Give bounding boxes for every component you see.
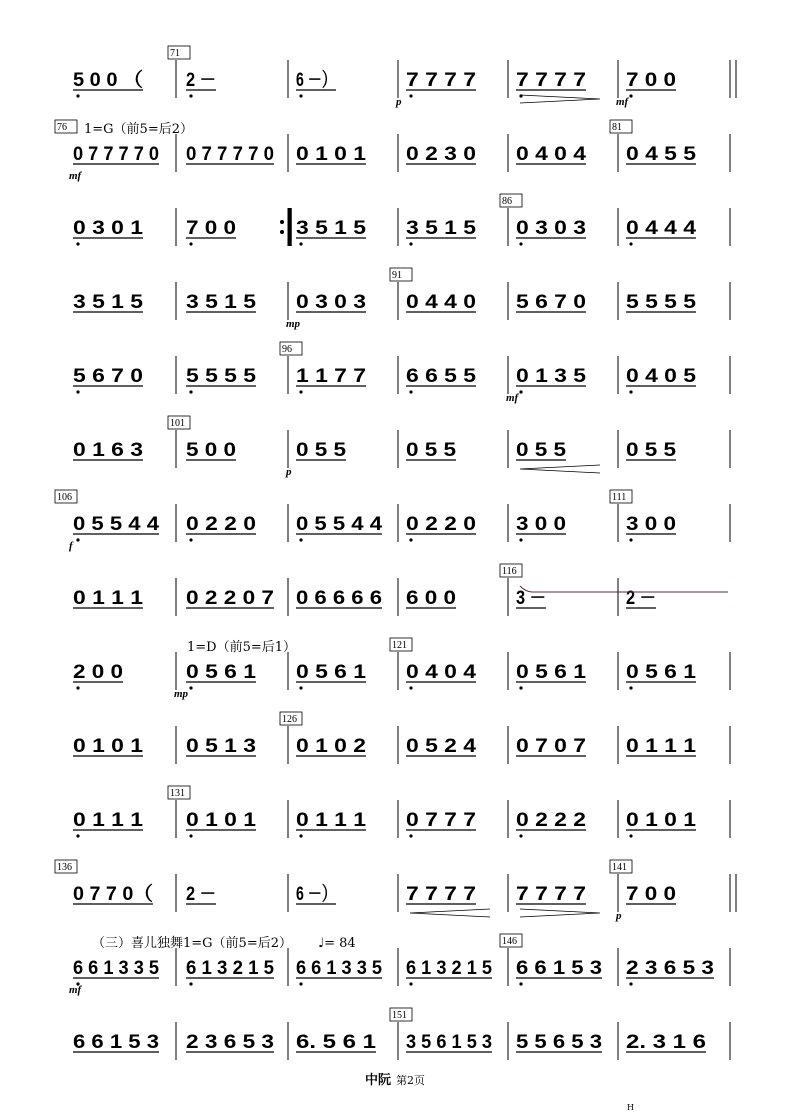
octave-dot [409,834,412,837]
bar-notes: 2 － [186,884,216,905]
bar-notes: 0 4 0 5 [626,366,697,387]
measure-number: 116 [502,566,517,577]
bar-notes: 0 4 0 4 [516,144,587,165]
bar-notes: 0 2 2 0 [186,514,256,535]
bar-notes: 0 4 4 0 [406,292,476,313]
measure-number: 136 [57,862,72,873]
bar-notes: 3 － [516,588,546,609]
bar-notes: 3 0 0 [626,514,676,535]
bar-notes: 7 7 7 7 [516,70,586,91]
section-title: （三）喜儿独舞1=G（前5=后2） [92,936,292,951]
bar-notes: 6 6 5 5 [406,366,477,387]
bar-notes: 2 － [626,588,656,609]
octave-dot [519,538,522,541]
bar-notes: 6 6 1 3 3 5 [296,958,383,979]
instrument-name: 中阮 [364,1073,391,1088]
bar-notes: 2 3 6 5 3 [626,958,714,979]
bar-notes: 0 1 1 1 [73,810,144,831]
measure-number: 101 [170,418,185,429]
measure-number: 81 [612,122,622,133]
page-number: 第2页 [396,1074,426,1087]
octave-dot [189,538,192,541]
dynamic-mark: mf [616,96,629,108]
octave-dot [189,94,192,97]
bar-notes: 0 4 0 4 [406,662,477,683]
bar-notes: 0 5 5 [626,440,677,461]
octave-dot [299,686,302,689]
bar-notes: 6. 5 6 1 [296,1032,377,1053]
bar-notes: 0 2 2 0 7 [186,588,274,609]
bar-notes: 0 1 6 3 [73,440,143,461]
octave-dot [629,686,632,689]
measure-number: 86 [502,196,512,207]
dynamic-mark: mp [174,688,189,700]
octave-dot [519,834,522,837]
bar-notes: 0 1 1 1 [296,810,367,831]
bar-notes: 0 1 0 2 [296,736,366,757]
measure-number: 131 [170,788,185,799]
bar-notes: 0 5 5 [296,440,347,461]
bar-notes: 5 5 5 5 [186,366,257,387]
bar-notes: 6 －） [296,884,350,905]
octave-dot [409,390,412,393]
dynamic-mark: mf [69,984,82,996]
octave-dot [629,834,632,837]
measure-number: 141 [612,862,627,873]
bar-notes: 3 5 1 5 [73,292,144,313]
bar-notes: 7 7 7 7 [406,884,476,905]
bar-notes: 7 0 0 [626,70,676,91]
bar-notes: 3 5 1 5 [406,218,477,239]
bar-notes: 0 5 5 [516,440,567,461]
octave-dot [189,834,192,837]
bar-notes: 0 5 6 1 [296,662,367,683]
bar-notes: 0 5 5 4 4 [73,514,160,535]
bar-notes: 5 6 7 0 [73,366,143,387]
bar-notes: 0 4 4 4 [626,218,697,239]
bar-notes: 0 2 2 2 [516,810,586,831]
octave-dot [76,834,79,837]
footer [0,1069,790,1088]
measure-number: 151 [392,1010,407,1021]
bar-notes: 0 7 7 7 [406,810,476,831]
octave-dot [519,242,522,245]
measure-number: 71 [170,48,180,59]
bar-notes: 0 7 7 7 7 0 [186,144,274,165]
octave-dot [409,242,412,245]
bar-notes: 7 7 7 7 [516,884,586,905]
octave-dot [629,982,632,985]
dynamic-mark: p [286,466,292,478]
bar-notes: 0 7 0 7 [516,736,586,757]
bar-notes: 6 6 1 3 3 5 [73,958,160,979]
octave-dot [409,686,412,689]
dynamic-mark: p [396,96,402,108]
bar-notes: 5 0 0 [186,440,236,461]
octave-dot [629,94,632,97]
octave-dot [189,242,192,245]
bar-notes: 3 5 1 5 [296,218,367,239]
bar-notes: 0 1 0 1 [296,144,367,165]
bar-notes: 7 0 0 [626,884,676,905]
octave-dot [409,982,412,985]
bar-notes: 6 1 3 2 1 5 [406,958,493,979]
octave-dot [76,390,79,393]
octave-dot [76,686,79,689]
bar-notes: 2. 3 1 6 [626,1032,706,1053]
bar-notes: 6 1 3 2 1 5 [186,958,275,979]
bar-notes: 0 2 2 0 [406,514,476,535]
measure-number: 126 [282,714,297,725]
corner-mark: H [627,1103,634,1112]
bar-notes: 0 5 5 [406,440,457,461]
bar-notes: 3 5 1 5 [186,292,257,313]
repeat-dot [280,220,284,224]
key-change: 1=D（前5=后1） [187,640,297,655]
bar-notes: 0 5 6 1 [516,662,587,683]
bar-notes: 6 －） [296,70,350,91]
bar-notes: 0 4 5 5 [626,144,697,165]
bar-notes: 0 7 7 7 7 0 [73,144,159,165]
octave-dot [299,94,302,97]
bar-notes: 6 6 1 5 3 [516,958,602,979]
bar-notes: 0 1 0 1 [186,810,257,831]
octave-dot [76,242,79,245]
repeat-dot [280,230,284,234]
bar-notes: 3 0 0 [516,514,566,535]
octave-dot [76,94,79,97]
bar-notes: 1 1 7 7 [296,366,366,387]
octave-dot [76,538,79,541]
octave-dot [519,686,522,689]
dynamic-mark: mf [69,170,82,182]
measure-number: 106 [57,492,72,503]
octave-dot [299,982,302,985]
bar-notes: 6 6 1 5 3 [73,1032,159,1053]
bar-notes: 0 3 0 3 [516,218,586,239]
measure-number: 121 [392,640,407,651]
bar-notes: 0 1 0 1 [73,736,144,757]
measure-number: 146 [502,936,517,947]
octave-dot [519,982,522,985]
bar-notes: 0 5 2 4 [406,736,477,757]
octave-dot [189,686,192,689]
bar-notes: 2 3 6 5 3 [186,1032,274,1053]
bar-notes: 0 5 6 1 [626,662,697,683]
octave-dot [299,538,302,541]
tie-arc [520,586,728,592]
bar-notes: 7 7 7 7 [406,70,476,91]
octave-dot [629,242,632,245]
bar-notes: 0 1 0 1 [626,810,697,831]
bar-notes: 7 0 0 [186,218,236,239]
octave-dot [299,390,302,393]
dynamic-mark: p [616,910,622,922]
octave-dot [409,94,412,97]
dynamic-mark: mf [506,392,519,404]
bar-notes: 0 3 0 1 [73,218,144,239]
bar-notes: 0 5 1 3 [186,736,256,757]
bar-notes: 0 2 3 0 [406,144,476,165]
dynamic-mark: f [69,540,73,552]
bar-notes: 5 0 0 （ [73,70,140,91]
hairpin-mark [520,95,600,103]
bar-notes: 3 5 6 1 5 3 [406,1032,492,1053]
bar-notes: 0 3 0 3 [296,292,366,313]
bar-notes: 0 6 6 6 6 [296,588,382,609]
hairpin-mark [410,909,490,917]
tempo-mark: ♩= 84 [318,936,356,951]
octave-dot [519,390,522,393]
bar-notes: 5 5 5 5 [626,292,697,313]
measure-number: 76 [57,122,67,133]
bar-notes: 5 5 6 5 3 [516,1032,602,1053]
bar-notes: 0 5 5 4 4 [296,514,383,535]
bar-notes: 0 1 1 1 [73,588,144,609]
octave-dot [299,242,302,245]
bar-notes: 2 0 0 [73,662,123,683]
octave-dot [189,982,192,985]
octave-dot [629,538,632,541]
octave-dot [409,538,412,541]
measure-number: 111 [612,492,627,503]
dynamic-mark: mp [286,318,301,330]
octave-dot [299,834,302,837]
bar-notes: 6 0 0 [406,588,456,609]
bar-notes: 0 1 1 1 [626,736,697,757]
hairpin-mark [520,909,600,917]
bar-notes: 2 － [186,70,216,91]
key-change: 1=G（前5=后2） [84,122,193,137]
bar-notes: 5 6 7 0 [516,292,586,313]
octave-dot [189,390,192,393]
bar-notes: 0 1 3 5 [516,366,587,387]
bar-notes: 0 7 7 0（ [73,884,151,905]
hairpin-mark [520,465,600,473]
octave-dot [629,390,632,393]
measure-number: 91 [392,270,402,281]
measure-number: 96 [282,344,292,355]
bar-notes: 0 5 6 1 [186,662,257,683]
